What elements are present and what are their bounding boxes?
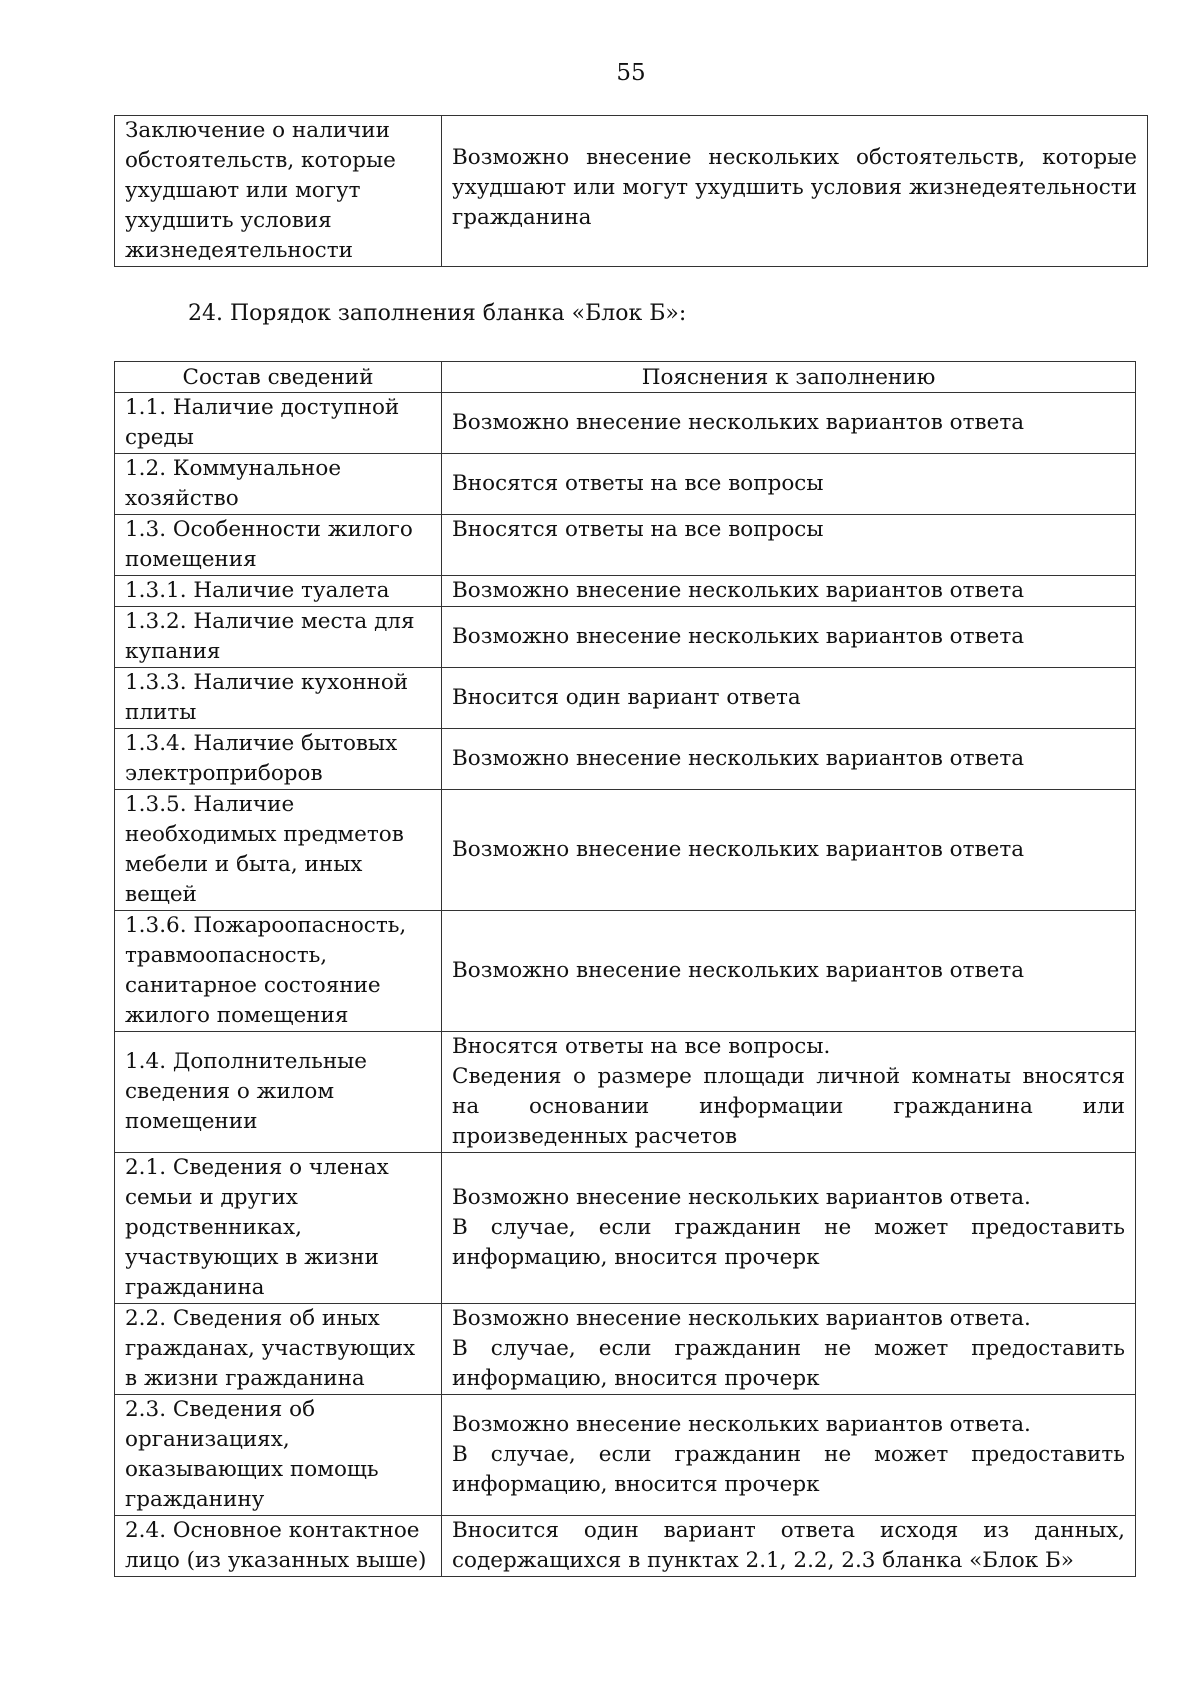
note-line: В случае, если гражданин не может предоставить информацию, вносится прочерк	[452, 1336, 1125, 1391]
section-heading: 24. Порядок заполнения бланка «Блок Б»:	[188, 301, 687, 326]
table-cell-note	[442, 1032, 1136, 1153]
table-cell-note: Вносится один вариант ответа исходя из данных, содержащихся в пунктах 2.1, 2.2, 2.3 бланка «Блок Б»	[442, 1516, 1136, 1577]
table-cell-item: 1.3.6. Пожароопасность, травмоопасность, санитарное состояние жилого помещения	[115, 911, 442, 1032]
table-cell-note: Возможно внесение нескольких вариантов ответа	[442, 607, 1136, 668]
table-row	[115, 607, 1136, 668]
table-cell-item: 1.3.2. Наличие места для купания	[115, 607, 442, 668]
table-cell-label: Заключение о наличии обстоятельств, которые ухудшают или могут ухудшить условия жизнедеятельности	[115, 116, 442, 267]
table-cell-note: Возможно внесение нескольких вариантов ответа	[442, 729, 1136, 790]
table-cell-item: 1.3.4. Наличие бытовых электроприборов	[115, 729, 442, 790]
table-cell-note: Вносятся ответы на все вопросы	[442, 454, 1136, 515]
table-row	[115, 1395, 1136, 1516]
table-cell-item: 1.3.1. Наличие туалета	[115, 576, 442, 607]
table-row	[115, 1153, 1136, 1304]
table-row	[115, 668, 1136, 729]
table-cell-item: 1.3.5. Наличие необходимых предметов мебели и быта, иных вещей	[115, 790, 442, 911]
note-line: В случае, если гражданин не может предоставить информацию, вносится прочерк	[452, 1215, 1125, 1270]
table-row	[115, 1032, 1136, 1153]
note-line: В случае, если гражданин не может предоставить информацию, вносится прочерк	[452, 1442, 1125, 1497]
table-cell-item: 2.2. Сведения об иных гражданах, участвующих в жизни гражданина	[115, 1304, 442, 1395]
note-line: Возможно внесение нескольких вариантов ответа.	[452, 1185, 1031, 1210]
table-header-row	[115, 362, 1136, 393]
table-cell-item: 1.3. Особенности жилого помещения	[115, 515, 442, 576]
table-row	[115, 515, 1136, 576]
continuation-table	[114, 115, 1148, 267]
note-line: Возможно внесение нескольких вариантов ответа.	[452, 1412, 1031, 1437]
table-row	[115, 116, 1148, 267]
table-cell-item: 1.3.3. Наличие кухонной плиты	[115, 668, 442, 729]
table-cell-note: Возможно внесение нескольких вариантов ответа	[442, 911, 1136, 1032]
page-number: 55	[616, 60, 646, 86]
column-header-composition: Состав сведений	[115, 362, 442, 393]
table-row	[115, 454, 1136, 515]
table-cell-note: Возможно внесение нескольких обстоятельств, которые ухудшают или могут ухудшить условия жизнедеятельности гражданина	[442, 116, 1148, 267]
table-row	[115, 1516, 1136, 1577]
table-cell-note: Возможно внесение нескольких вариантов ответа	[442, 393, 1136, 454]
note-line: Возможно внесение нескольких вариантов ответа.	[452, 1306, 1031, 1331]
note-line: Сведения о размере площади личной комнаты вносятся на основании информации гражданина или произведенных расчетов	[452, 1064, 1125, 1149]
table-cell-note	[442, 1153, 1136, 1304]
table-cell-item: 1.4. Дополнительные сведения о жилом помещении	[115, 1032, 442, 1153]
table-row	[115, 393, 1136, 454]
table-cell-note: Вносятся ответы на все вопросы	[442, 515, 1136, 576]
table-cell-note	[442, 1304, 1136, 1395]
table-cell-note: Возможно внесение нескольких вариантов ответа	[442, 576, 1136, 607]
table-cell-item: 2.1. Сведения о членах семьи и других родственниках, участвующих в жизни гражданина	[115, 1153, 442, 1304]
table-row	[115, 911, 1136, 1032]
table-cell-note: Вносится один вариант ответа	[442, 668, 1136, 729]
column-header-notes: Пояснения к заполнению	[442, 362, 1136, 393]
table-cell-item: 2.4. Основное контактное лицо (из указанных выше)	[115, 1516, 442, 1577]
table-cell-note: Возможно внесение нескольких вариантов ответа	[442, 790, 1136, 911]
table-row	[115, 1304, 1136, 1395]
table-cell-item: 2.3. Сведения об организациях, оказывающих помощь гражданину	[115, 1395, 442, 1516]
table-row	[115, 576, 1136, 607]
table-cell-item: 1.2. Коммунальное хозяйство	[115, 454, 442, 515]
note-line: Вносятся ответы на все вопросы.	[452, 1034, 831, 1059]
table-row	[115, 790, 1136, 911]
table-cell-note	[442, 1395, 1136, 1516]
table-row	[115, 729, 1136, 790]
table-cell-item: 1.1. Наличие доступной среды	[115, 393, 442, 454]
block-b-table	[114, 361, 1136, 1577]
